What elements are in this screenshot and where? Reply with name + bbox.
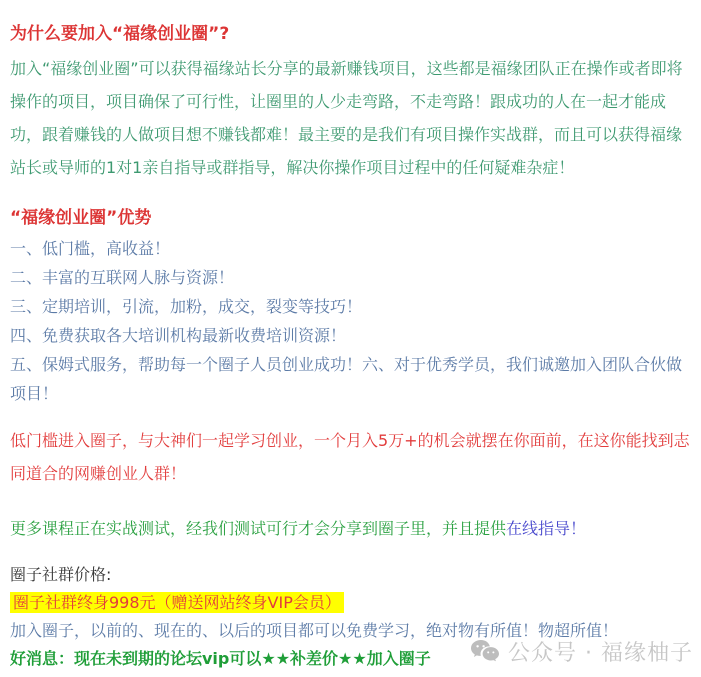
- watermark: [470, 636, 693, 667]
- watermark-text: 公众号 · 福缘柚子: [508, 641, 693, 666]
- advantages-list: [10, 234, 690, 408]
- advantage-item: 三、定期培训，引流，加粉，成交，裂变等技巧！: [10, 297, 363, 316]
- online-guidance-link[interactable]: 在线指导！: [506, 519, 587, 538]
- courses-line: [10, 512, 690, 545]
- join-note: 加入圈子，以前的、现在的、以后的项目都可以免费学习，绝对物有所值！物超所值！: [10, 621, 619, 640]
- wechat-icon: [470, 639, 500, 664]
- advantage-item: 四、免费获取各大培训机构最新收费培训资源！: [10, 326, 347, 345]
- intro-paragraph: 加入“福缘创业圈”可以获得福缘站长分享的最新赚钱项目，这些都是福缘团队正在操作或者即将操作的项目，项目确保了可行性，让圈里的人少走弯路，不走弯路！跟成功的人在一起才能成功，跟着赚钱的人做项目想不赚钱都难！最主要的是我们有项目操作实战群，而且可以获得福缘站长或导师的1对1亲自指导或群指导，解决你操作项目过程中的任何疑难杂症！: [10, 59, 683, 177]
- price-line: [10, 589, 690, 617]
- price-heading: 圈子社群价格:: [10, 565, 112, 584]
- heading-why-join: 为什么要加入“福缘创业圈”?: [10, 24, 230, 44]
- good-news-line: 好消息：现在未到期的论坛vip可以★★补差价★★加入圈子: [10, 649, 431, 668]
- price-highlight: 圈子社群终身998元（赠送网站终身VIP会员）: [10, 592, 344, 613]
- advantage-item: 五、保姆式服务，帮助每一个圈子人员创业成功！六、对于优秀学员，我们诚邀加入团队合伙做项目！: [10, 355, 683, 403]
- heading-advantages: “福缘创业圈”优势: [10, 208, 152, 228]
- pitch-paragraph: 低门槛进入圈子，与大神们一起学习创业，一个月入5万+的机会就摆在你面前，在这你能找到志同道合的网赚创业人群！: [10, 431, 690, 483]
- advantage-item: 一、低门槛，高收益！: [10, 239, 171, 258]
- courses-text: 更多课程正在实战测试，经我们测试可行才会分享到圈子里，并且提供: [10, 519, 507, 538]
- advantage-item: 二、丰富的互联网人脉与资源！: [10, 268, 235, 287]
